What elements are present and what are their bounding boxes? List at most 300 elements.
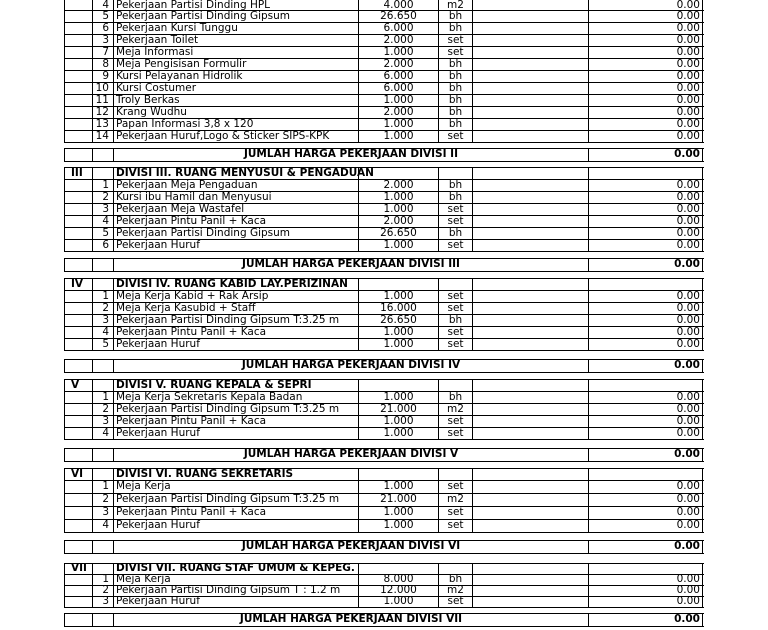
- item-quantity: 12.000: [358, 585, 438, 596]
- roman-cell: [64, 227, 92, 239]
- item-total: 0.00: [588, 46, 703, 58]
- item-unit-price: [472, 427, 588, 439]
- item-row: [0, 82, 768, 94]
- roman-cell: [64, 94, 92, 106]
- item-total: 0.00: [588, 596, 703, 607]
- item-quantity: 1.000: [358, 94, 438, 106]
- item-total: 0.00: [588, 290, 703, 302]
- item-row: [0, 302, 768, 314]
- item-description: Meja Kerja: [113, 574, 358, 585]
- item-description: Pekerjaan Meja Pengaduan: [113, 179, 358, 191]
- row-border: [64, 278, 704, 279]
- row-border: [64, 58, 704, 59]
- row-border: [64, 553, 704, 554]
- item-unit-price: [472, 130, 588, 142]
- summary-roman-cell: [64, 359, 92, 372]
- item-unit: bh: [438, 70, 472, 82]
- item-unit: set: [438, 203, 472, 215]
- unit-cell: [438, 278, 472, 290]
- item-total: 0.00: [588, 338, 703, 350]
- row-border: [64, 461, 704, 462]
- row-border: [64, 161, 704, 162]
- item-unit-price: [472, 22, 588, 34]
- item-number: 1: [92, 290, 113, 302]
- row-border: [64, 22, 704, 23]
- item-description: Pekerjaan Partisi Dinding Gipsum: [113, 10, 358, 22]
- item-unit: bh: [438, 82, 472, 94]
- item-unit: m2: [438, 493, 472, 506]
- item-description: Pekerjaan Huruf: [113, 338, 358, 350]
- division-header-row: [0, 468, 768, 480]
- item-row: [0, 94, 768, 106]
- item-row: [0, 191, 768, 203]
- item-unit-price: [472, 338, 588, 350]
- item-quantity: 1.000: [358, 46, 438, 58]
- item-number: 4: [92, 326, 113, 338]
- division-roman-numeral: VII: [64, 563, 92, 574]
- row-border: [64, 415, 704, 416]
- division-header-row: [0, 379, 768, 391]
- item-number: 1: [92, 179, 113, 191]
- item-description: Pekerjaan Pintu Panil + Kaca: [113, 326, 358, 338]
- item-unit-price: [472, 314, 588, 326]
- division-title: DIVISI V. RUANG KEPALA & SEPRI: [113, 379, 358, 391]
- row-border: [64, 480, 704, 481]
- row-border: [64, 350, 704, 351]
- item-number: 8: [92, 58, 113, 70]
- summary-index-cell: [92, 613, 113, 626]
- item-unit: set: [438, 239, 472, 251]
- item-description: Pekerjaan Pintu Panil + Kaca: [113, 215, 358, 227]
- division-roman-numeral: III: [64, 167, 92, 179]
- item-quantity: 21.000: [358, 403, 438, 415]
- item-total: 0.00: [588, 391, 703, 403]
- item-number: 5: [92, 10, 113, 22]
- item-total: 0.00: [588, 493, 703, 506]
- qty-cell: [358, 379, 438, 391]
- item-row: [0, 338, 768, 350]
- item-row: [0, 506, 768, 519]
- item-total: 0.00: [588, 585, 703, 596]
- row-border: [64, 106, 704, 107]
- item-quantity: 4.000: [358, 0, 438, 11]
- total-cell: [588, 167, 703, 179]
- item-total: 0.00: [588, 34, 703, 46]
- item-number: 3: [92, 415, 113, 427]
- item-quantity: 2.000: [358, 106, 438, 118]
- row-border: [64, 607, 704, 608]
- item-total: 0.00: [588, 0, 703, 11]
- summary-total: 0.00: [588, 258, 703, 271]
- item-number: 5: [92, 338, 113, 350]
- row-border: [64, 82, 704, 83]
- item-row: [0, 403, 768, 415]
- division-roman-numeral: IV: [64, 278, 92, 290]
- roman-cell: [64, 34, 92, 46]
- division-summary-row: [0, 613, 768, 626]
- item-unit-price: [472, 415, 588, 427]
- item-unit-price: [472, 519, 588, 532]
- total-cell: [588, 468, 703, 480]
- division-summary-row: [0, 448, 768, 461]
- item-quantity: 1.000: [358, 239, 438, 251]
- item-row: [0, 493, 768, 506]
- summary-label: JUMLAH HARGA PEKERJAAN DIVISI IV: [113, 359, 588, 372]
- item-quantity: 1.000: [358, 326, 438, 338]
- row-border: [64, 142, 704, 143]
- row-border: [64, 34, 704, 35]
- item-number: 4: [92, 215, 113, 227]
- row-border: [64, 290, 704, 291]
- item-description: Pekerjaan Partisi Dinding HPL: [113, 0, 358, 11]
- row-border: [64, 326, 704, 327]
- roman-cell: [64, 338, 92, 350]
- item-total: 0.00: [588, 239, 703, 251]
- item-quantity: 1.000: [358, 203, 438, 215]
- unit-cell: [438, 379, 472, 391]
- row-border: [64, 596, 704, 597]
- item-row: [0, 326, 768, 338]
- division-index-cell: [92, 379, 113, 391]
- row-border: [64, 506, 704, 507]
- item-row: [0, 596, 768, 607]
- summary-index-cell: [92, 258, 113, 271]
- row-border: [64, 94, 704, 95]
- item-description: Meja Pengisisan Formulir: [113, 58, 358, 70]
- row-border: [64, 258, 704, 259]
- roman-cell: [64, 130, 92, 142]
- roman-cell: [64, 314, 92, 326]
- item-total: 0.00: [588, 10, 703, 22]
- row-border: [64, 540, 704, 541]
- item-number: 2: [92, 493, 113, 506]
- item-row: [0, 215, 768, 227]
- item-quantity: 1.000: [358, 118, 438, 130]
- item-total: 0.00: [588, 70, 703, 82]
- item-unit-price: [472, 106, 588, 118]
- item-total: 0.00: [588, 130, 703, 142]
- division-summary-row: [0, 359, 768, 372]
- item-total: 0.00: [588, 82, 703, 94]
- item-unit: set: [438, 506, 472, 519]
- item-number: 11: [92, 94, 113, 106]
- item-total: 0.00: [588, 427, 703, 439]
- summary-total: 0.00: [588, 540, 703, 553]
- division-summary-row: [0, 148, 768, 161]
- row-border: [64, 10, 704, 11]
- row-border: [64, 239, 704, 240]
- item-description: Kursi Pelayanan Hidrolik: [113, 70, 358, 82]
- summary-total: 0.00: [588, 148, 703, 161]
- qty-cell: [358, 468, 438, 480]
- price-cell: [472, 379, 588, 391]
- item-unit: bh: [438, 10, 472, 22]
- roman-cell: [64, 46, 92, 58]
- item-description: Kursi ibu Hamil dan Menyusui: [113, 191, 358, 203]
- item-number: 1: [92, 391, 113, 403]
- item-unit-price: [472, 227, 588, 239]
- item-quantity: 1.000: [358, 415, 438, 427]
- item-description: Meja Kerja Sekretaris Kepala Badan: [113, 391, 358, 403]
- item-unit-price: [472, 403, 588, 415]
- roman-cell: [64, 574, 92, 585]
- row-border: [64, 439, 704, 440]
- row-border: [64, 271, 704, 272]
- item-total: 0.00: [588, 227, 703, 239]
- roman-cell: [64, 326, 92, 338]
- division-summary-row: [0, 540, 768, 553]
- summary-index-cell: [92, 148, 113, 161]
- item-quantity: 1.000: [358, 480, 438, 493]
- row-border: [64, 203, 704, 204]
- item-unit-price: [472, 239, 588, 251]
- item-quantity: 6.000: [358, 82, 438, 94]
- roman-cell: [64, 70, 92, 82]
- item-quantity: 8.000: [358, 574, 438, 585]
- item-quantity: 1.000: [358, 519, 438, 532]
- item-description: Krang Wudhu: [113, 106, 358, 118]
- roman-cell: [64, 290, 92, 302]
- roman-cell: [64, 493, 92, 506]
- price-cell: [472, 167, 588, 179]
- item-number: 3: [92, 314, 113, 326]
- item-number: 7: [92, 46, 113, 58]
- item-quantity: 2.000: [358, 215, 438, 227]
- row-border: [64, 532, 704, 533]
- row-border: [64, 379, 704, 380]
- item-total: 0.00: [588, 58, 703, 70]
- row-border: [64, 338, 704, 339]
- price-cell: [472, 468, 588, 480]
- item-unit-price: [472, 191, 588, 203]
- unit-cell: [438, 167, 472, 179]
- price-cell: [472, 278, 588, 290]
- item-description: Pekerjaan Huruf,Logo & Sticker SIPS-KPK: [113, 130, 358, 142]
- item-unit-price: [472, 480, 588, 493]
- division-header-row: [0, 278, 768, 290]
- item-description: Pekerjaan Meja Wastafel: [113, 203, 358, 215]
- row-border: [64, 585, 704, 586]
- summary-roman-cell: [64, 148, 92, 161]
- division-index-cell: [92, 468, 113, 480]
- item-unit: set: [438, 415, 472, 427]
- item-unit: bh: [438, 314, 472, 326]
- row-border: [64, 130, 704, 131]
- item-total: 0.00: [588, 179, 703, 191]
- item-unit-price: [472, 179, 588, 191]
- item-unit-price: [472, 118, 588, 130]
- roman-cell: [64, 10, 92, 22]
- item-description: Papan Informasi 3,8 x 120: [113, 118, 358, 130]
- item-quantity: 21.000: [358, 493, 438, 506]
- item-quantity: 26.650: [358, 227, 438, 239]
- summary-index-cell: [92, 448, 113, 461]
- item-unit-price: [472, 506, 588, 519]
- row-border: [64, 167, 704, 168]
- item-unit-price: [472, 326, 588, 338]
- item-unit: set: [438, 34, 472, 46]
- item-unit: set: [438, 596, 472, 607]
- item-quantity: 1.000: [358, 427, 438, 439]
- item-total: 0.00: [588, 215, 703, 227]
- item-number: 14: [92, 130, 113, 142]
- item-quantity: 1.000: [358, 506, 438, 519]
- roman-cell: [64, 506, 92, 519]
- summary-index-cell: [92, 359, 113, 372]
- item-description: Troly Berkas: [113, 94, 358, 106]
- summary-roman-cell: [64, 613, 92, 626]
- item-unit-price: [472, 58, 588, 70]
- item-row: [0, 203, 768, 215]
- item-description: Pekerjaan Toilet: [113, 34, 358, 46]
- item-unit: m2: [438, 0, 472, 11]
- item-total: 0.00: [588, 94, 703, 106]
- item-unit-price: [472, 70, 588, 82]
- division-header-row: [0, 167, 768, 179]
- item-row: [0, 290, 768, 302]
- item-total: 0.00: [588, 302, 703, 314]
- item-quantity: 1.000: [358, 191, 438, 203]
- item-unit-price: [472, 290, 588, 302]
- row-border: [64, 179, 704, 180]
- item-unit-price: [472, 302, 588, 314]
- roman-cell: [64, 179, 92, 191]
- item-description: Pekerjaan Partisi Dinding Gipsum T:3.25 m: [113, 403, 358, 415]
- row-border: [64, 359, 704, 360]
- item-row: [0, 70, 768, 82]
- roman-cell: [64, 215, 92, 227]
- item-unit: bh: [438, 118, 472, 130]
- summary-index-cell: [92, 540, 113, 553]
- roman-cell: [64, 480, 92, 493]
- summary-label: JUMLAH HARGA PEKERJAAN DIVISI VI: [113, 540, 588, 553]
- item-number: 2: [92, 403, 113, 415]
- division-roman-numeral: V: [64, 379, 92, 391]
- item-unit: set: [438, 326, 472, 338]
- qty-cell: [358, 167, 438, 179]
- item-description: Pekerjaan Partisi Dinding Gipsum T : 1.2 m: [113, 585, 358, 596]
- item-description: Meja Kerja: [113, 480, 358, 493]
- item-unit: set: [438, 338, 472, 350]
- roman-cell: [64, 403, 92, 415]
- item-unit-price: [472, 596, 588, 607]
- item-quantity: 6.000: [358, 70, 438, 82]
- item-total: 0.00: [588, 480, 703, 493]
- summary-total: 0.00: [588, 359, 703, 372]
- item-row: [0, 10, 768, 22]
- item-number: 6: [92, 239, 113, 251]
- row-border: [64, 391, 704, 392]
- item-number: 9: [92, 70, 113, 82]
- row-border: [64, 403, 704, 404]
- item-row: [0, 391, 768, 403]
- item-total: 0.00: [588, 326, 703, 338]
- item-number: 3: [92, 203, 113, 215]
- roman-cell: [64, 82, 92, 94]
- item-unit: bh: [438, 179, 472, 191]
- roman-cell: [64, 519, 92, 532]
- item-description: Pekerjaan Huruf: [113, 239, 358, 251]
- item-total: 0.00: [588, 203, 703, 215]
- item-description: Pekerjaan Huruf: [113, 596, 358, 607]
- roman-cell: [64, 106, 92, 118]
- item-row: [0, 227, 768, 239]
- item-unit-price: [472, 82, 588, 94]
- item-unit-price: [472, 215, 588, 227]
- item-quantity: 6.000: [358, 22, 438, 34]
- item-quantity: 2.000: [358, 179, 438, 191]
- item-number: 5: [92, 227, 113, 239]
- item-unit-price: [472, 46, 588, 58]
- row-border: [64, 215, 704, 216]
- item-unit-price: [472, 203, 588, 215]
- item-description: Pekerjaan Pintu Panil + Kaca: [113, 506, 358, 519]
- row-border: [64, 448, 704, 449]
- division-index-cell: [92, 167, 113, 179]
- item-unit-price: [472, 585, 588, 596]
- summary-roman-cell: [64, 258, 92, 271]
- roman-cell: [64, 596, 92, 607]
- item-unit: set: [438, 302, 472, 314]
- item-total: 0.00: [588, 519, 703, 532]
- item-description: Meja Informasi: [113, 46, 358, 58]
- summary-roman-cell: [64, 540, 92, 553]
- row-border: [64, 251, 704, 252]
- item-row: [0, 415, 768, 427]
- item-quantity: 1.000: [358, 338, 438, 350]
- item-quantity: 1.000: [358, 596, 438, 607]
- item-number: 6: [92, 22, 113, 34]
- item-description: Meja Kerja Kasubid + Staff: [113, 302, 358, 314]
- item-unit: set: [438, 519, 472, 532]
- roman-cell: [64, 415, 92, 427]
- division-title: DIVISI VII. RUANG STAF UMUM & KEPEG.: [113, 563, 358, 574]
- summary-total: 0.00: [588, 613, 703, 626]
- item-row: [0, 46, 768, 58]
- item-total: 0.00: [588, 506, 703, 519]
- item-row: [0, 239, 768, 251]
- row-border: [64, 227, 704, 228]
- qty-cell: [358, 278, 438, 290]
- item-total: 0.00: [588, 22, 703, 34]
- item-description: Kursi Costumer: [113, 82, 358, 94]
- item-number: 3: [92, 506, 113, 519]
- item-number: 13: [92, 118, 113, 130]
- item-number: 1: [92, 574, 113, 585]
- item-quantity: 1.000: [358, 391, 438, 403]
- unit-cell: [438, 468, 472, 480]
- row-border: [64, 118, 704, 119]
- item-unit: set: [438, 427, 472, 439]
- row-border: [64, 519, 704, 520]
- summary-total: 0.00: [588, 448, 703, 461]
- division-title: DIVISI III. RUANG MENYUSUI & PENGADUAN: [113, 167, 358, 179]
- summary-label: JUMLAH HARGA PEKERJAAN DIVISI V: [113, 448, 588, 461]
- item-unit: bh: [438, 574, 472, 585]
- item-unit: set: [438, 46, 472, 58]
- roman-cell: [64, 585, 92, 596]
- item-number: 3: [92, 596, 113, 607]
- roman-cell: [64, 427, 92, 439]
- row-border: [64, 191, 704, 192]
- row-border: [64, 563, 704, 564]
- item-row: [0, 22, 768, 34]
- row-border: [64, 493, 704, 494]
- item-number: 12: [92, 106, 113, 118]
- item-quantity: 16.000: [358, 302, 438, 314]
- roman-cell: [64, 191, 92, 203]
- row-border: [64, 626, 704, 627]
